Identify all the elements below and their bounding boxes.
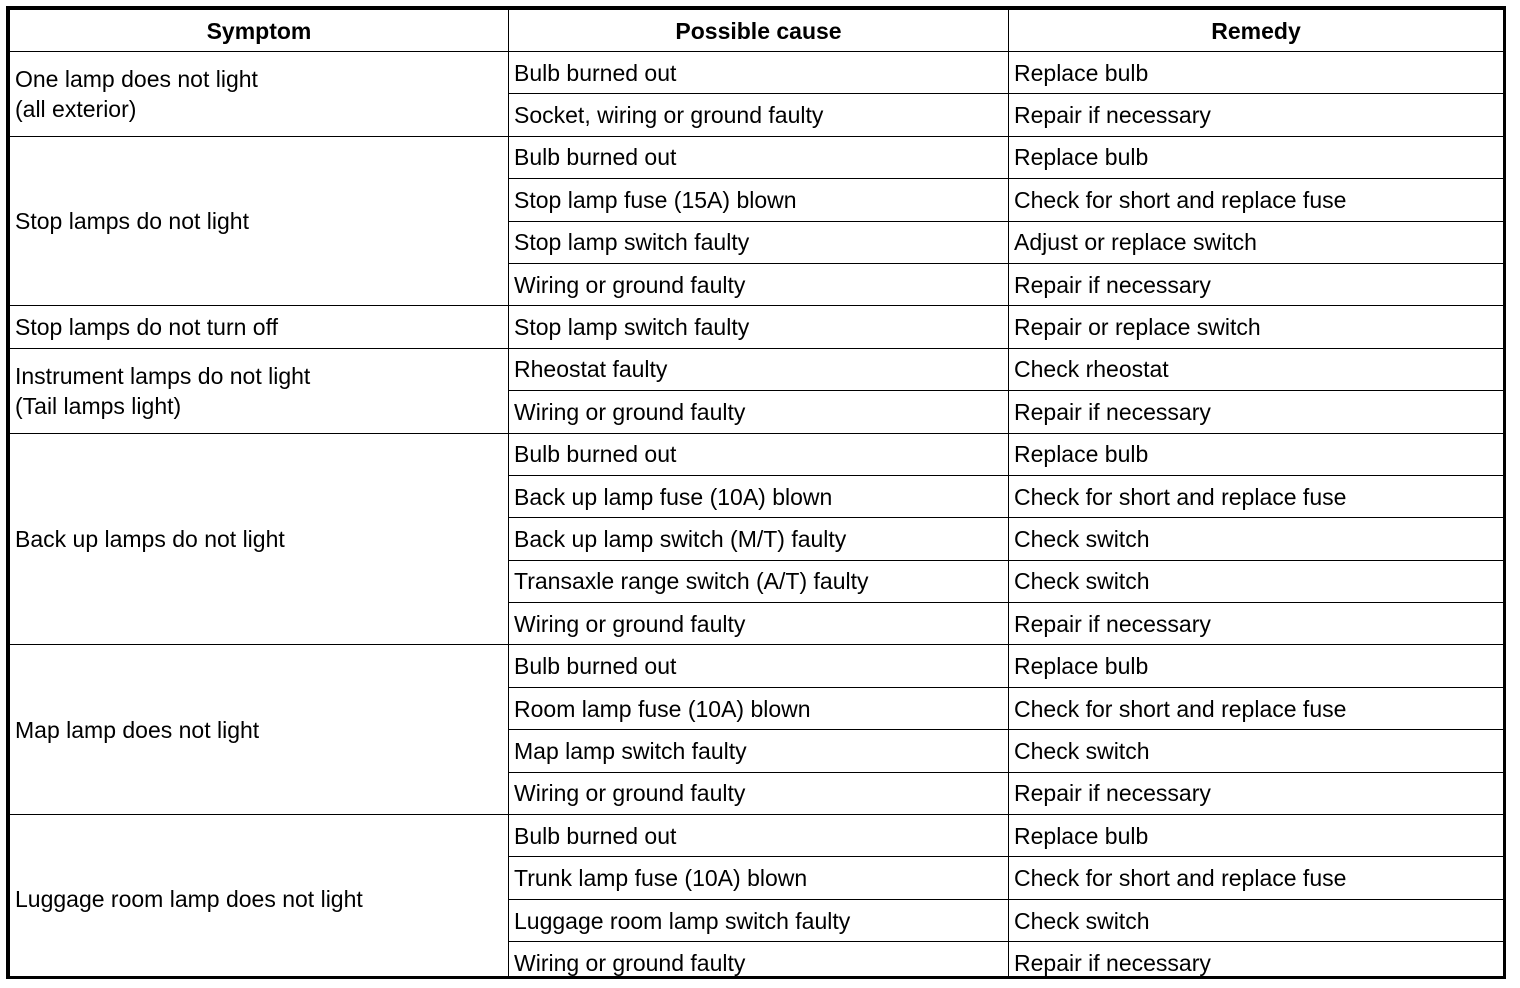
cause-cell: Bulb burned out [509, 815, 1009, 857]
header-row [10, 10, 1504, 52]
cause-cell: Wiring or ground faulty [509, 603, 1009, 645]
remedy-cell: Check switch [1009, 899, 1504, 941]
symptom-text: One lamp does not light [15, 65, 258, 92]
symptom-cell [10, 645, 509, 815]
header-possible-cause: Possible cause [509, 10, 1009, 52]
cause-cell: Socket, wiring or ground faulty [509, 94, 1009, 136]
remedy-cell: Replace bulb [1009, 433, 1504, 475]
cause-cell: Bulb burned out [509, 52, 1009, 94]
cause-cell: Trunk lamp fuse (10A) blown [509, 857, 1009, 899]
table-row [10, 815, 1504, 857]
cause-cell: Luggage room lamp switch faulty [509, 899, 1009, 941]
cause-cell: Stop lamp fuse (15A) blown [509, 179, 1009, 221]
symptom-text: Map lamp does not light [15, 716, 260, 743]
symptom-cell [10, 306, 509, 348]
remedy-cell: Check for short and replace fuse [1009, 475, 1504, 517]
cause-cell: Wiring or ground faulty [509, 391, 1009, 433]
remedy-cell: Replace bulb [1009, 815, 1504, 857]
table-row [10, 52, 1504, 94]
cause-cell: Wiring or ground faulty [509, 772, 1009, 814]
remedy-cell: Replace bulb [1009, 52, 1504, 94]
remedy-cell: Check for short and replace fuse [1009, 857, 1504, 899]
remedy-cell: Repair if necessary [1009, 263, 1504, 305]
symptom-text: Luggage room lamp does not light [15, 886, 363, 913]
symptom-text: Back up lamps do not light [15, 525, 285, 552]
cause-cell: Bulb burned out [509, 136, 1009, 178]
symptom-cell [10, 433, 509, 645]
remedy-cell: Check switch [1009, 518, 1504, 560]
cause-cell: Stop lamp switch faulty [509, 221, 1009, 263]
cause-cell: Stop lamp switch faulty [509, 306, 1009, 348]
cause-cell: Rheostat faulty [509, 348, 1009, 390]
table-body [10, 52, 1504, 980]
symptom-text: Stop lamps do not turn off [15, 314, 278, 341]
table-row [10, 433, 1504, 475]
remedy-cell: Repair if necessary [1009, 603, 1504, 645]
remedy-cell: Check switch [1009, 560, 1504, 602]
remedy-cell: Repair if necessary [1009, 942, 1504, 979]
cause-cell: Map lamp switch faulty [509, 730, 1009, 772]
remedy-cell: Check rheostat [1009, 348, 1504, 390]
remedy-cell: Repair or replace switch [1009, 306, 1504, 348]
cause-cell: Back up lamp fuse (10A) blown [509, 475, 1009, 517]
header-remedy: Remedy [1009, 10, 1504, 52]
symptom-cell [10, 52, 509, 137]
cause-cell: Wiring or ground faulty [509, 263, 1009, 305]
remedy-cell: Adjust or replace switch [1009, 221, 1504, 263]
symptom-cell [10, 136, 509, 306]
symptom-cell [10, 348, 509, 433]
symptom-text: Instrument lamps do not light [15, 362, 311, 389]
table-header [10, 10, 1504, 52]
troubleshooting-table-frame [6, 6, 1506, 979]
table-row [10, 645, 1504, 687]
remedy-cell: Replace bulb [1009, 645, 1504, 687]
cause-cell: Bulb burned out [509, 645, 1009, 687]
cause-cell: Back up lamp switch (M/T) faulty [509, 518, 1009, 560]
cause-cell: Bulb burned out [509, 433, 1009, 475]
table-row [10, 306, 1504, 348]
table-row [10, 348, 1504, 390]
cause-cell: Room lamp fuse (10A) blown [509, 687, 1009, 729]
cause-cell: Wiring or ground faulty [509, 942, 1009, 979]
remedy-cell: Check for short and replace fuse [1009, 179, 1504, 221]
remedy-cell: Repair if necessary [1009, 391, 1504, 433]
symptom-text: (all exterior) [15, 95, 137, 122]
troubleshooting-table [9, 9, 1504, 979]
remedy-cell: Replace bulb [1009, 136, 1504, 178]
remedy-cell: Repair if necessary [1009, 94, 1504, 136]
cause-cell: Transaxle range switch (A/T) faulty [509, 560, 1009, 602]
remedy-cell: Check for short and replace fuse [1009, 687, 1504, 729]
symptom-text: (Tail lamps light) [15, 392, 182, 419]
header-symptom: Symptom [10, 10, 509, 52]
symptom-cell [10, 815, 509, 979]
symptom-text: Stop lamps do not light [15, 208, 249, 235]
table-row [10, 136, 1504, 178]
remedy-cell: Check switch [1009, 730, 1504, 772]
remedy-cell: Repair if necessary [1009, 772, 1504, 814]
